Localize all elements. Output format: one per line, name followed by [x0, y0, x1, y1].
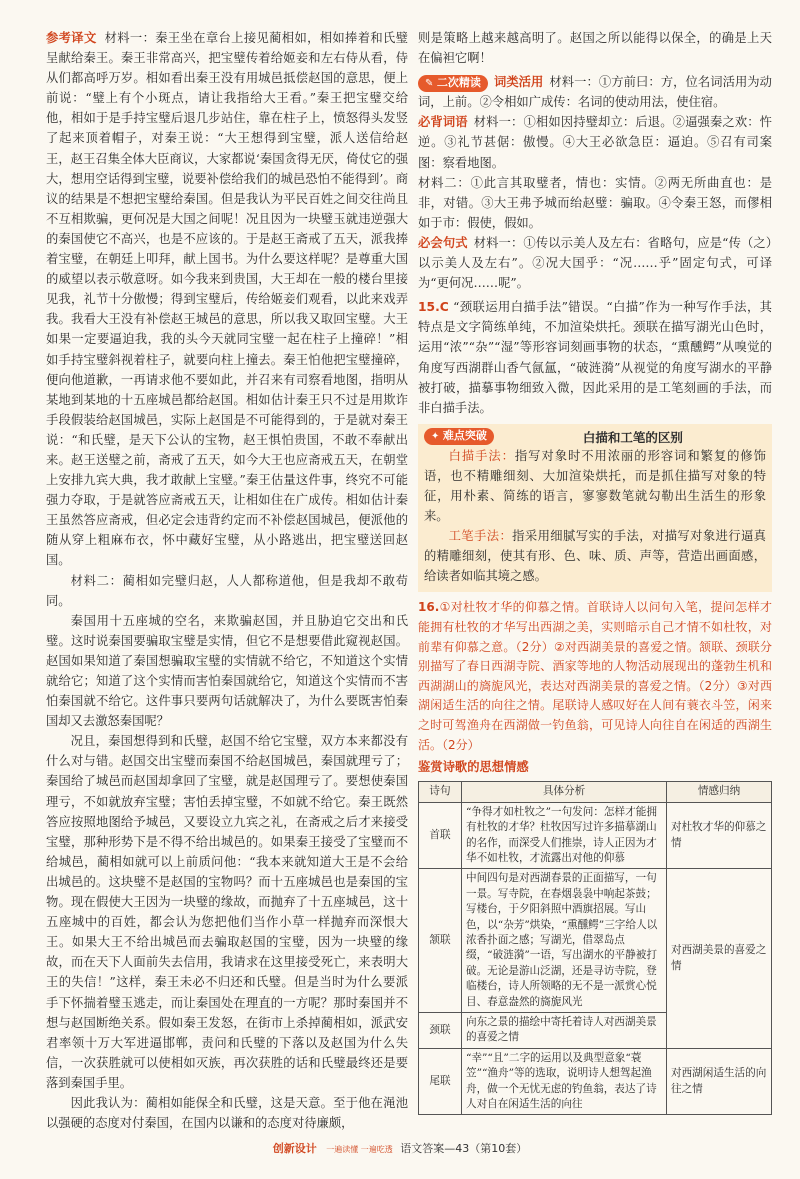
table-row — [419, 1048, 772, 1115]
emotion-analysis-section — [418, 757, 772, 777]
translation-continued: 则是策略上越来越高明了。赵国之所以能得以保全，的确是上天在偏袒它啊！ — [418, 31, 772, 66]
translation-para-1: 参考译文 材料一：秦王坐在章台上接见蔺相如，相如捧着和氏璧呈献给秦王。秦王非常高兴，把宝璧传着给姬妾和左右侍从看，侍从们都高呼万岁。相如看出秦王没有用城邑抵偿赵国的意思，便上前说：“璧上有个小斑点，请让我指给大王看。”秦王把宝璧交给他，相如于是手持宝璧后退几步站住，靠在柱子上，愤怒得头发竖了起来顶着帽子，对秦王说：“大王想得到宝璧，派人送信给赵王，赵王召集全体大臣商议，大家都说‘秦国贪得无厌，倚仗它的强大，想用空话得到宝璧，说要补偿给我们的城邑恐怕不能得到’。商议的结果是不想把宝璧给秦国。但是我认为平民百姓之间交往尚且不互相欺骗，更何况是大国之间呢！况且因为一块璧玉就违逆强大的秦国使它不高兴，也是不应该的。于是赵王斋戒了五天，派我捧着宝璧，在朝廷上叩拜，献上国书。为什么要这样呢？是尊重大国的威望以表示敬意呀。如今我来到贵国，大王却在一般的楼台里接见我，礼节十分傲慢；得到宝璧后，传给姬妾们观看，以此来戏弄我。我看大王没有补偿赵王城邑的意思，所以我又取回宝璧。大王如果一定要逼迫我，我的头今天就同宝璧一起在柱子上撞碎！”相如手持宝璧斜视着柱子，就要向柱上撞去。秦王怕他把宝璧撞碎，便向他道歉，一再请求他不要如此，并召来有司察看地图，指明从某地到某地的十五座城邑都给赵国。相如估计秦王只不过是用欺诈手段假装给赵国城邑，实际上赵国是不可能得到的，于是就对秦王说：“和氏璧，是天下公认的宝物，赵王惧怕贵国，不敢不奉献出来。赵王送璧之前，斋戒了五天，如今大王也应斋戒五天，在朝堂上安排九宾大典，我才敢献上宝璧。”秦王估量这件事，终究不可能强力夺取，于是就答应斋戒五天，让相如住在广成传。相如估计秦王虽然答应斋戒，但必定会违背约定而不补偿赵国城邑，便派他的随从穿上粗麻布衣，怀中藏好宝璧，从小路逃出，把宝璧送回赵国。 — [46, 31, 408, 568]
table-header-line: 诗句 — [419, 782, 462, 802]
poem-analysis-table — [418, 781, 772, 1115]
publisher-slogan: 一遍读懂 一遍吃透 — [326, 1145, 393, 1154]
sentence-pattern-heading: 必会句式 — [418, 235, 468, 250]
table-cell-emotion: 对杜牧才华的仰慕之情 — [667, 802, 772, 869]
table-header-emotion: 情感归纳 — [667, 782, 772, 802]
table-cell-analysis: 中间四句是对西湖春景的正面描写，一句一景。写寺院，在春烟袅袅中响起茶鼓；写楼台，于夕阳斜照中酒旗招展。写山色，以“杂芳”烘染，“熏醺鳄”三字给人以浓香扑面之感；写湖光，借翠岛点缀，“破涟漪”一语，写出湖水的平静被打破。无论是游山泛湖，还是寻访寺院，登临楼台，诗人所领略的无不是一派赏心悦目、春意盎然的旖旎风光 — [462, 869, 667, 1013]
translation-tag: 参考译文 — [46, 31, 97, 45]
module-badge-difficulty: ✦ 难点突破 — [424, 428, 494, 445]
question-15-number: 15.C — [418, 300, 449, 315]
table-header-analysis: 具体分析 — [462, 782, 667, 802]
table-row — [419, 802, 772, 869]
must-recite-section: 必背词语 材料一：①相如因持璧却立：后退。②逼强秦之欢：忤逆。③礼节甚倨：傲慢。④大王必欲急臣：逼迫。⑤召有司案图：察看地图。 — [418, 115, 772, 170]
right-column — [418, 28, 772, 1115]
line-drawing-definition: 白描手法：指写对象时不用浓丽的形容词和繁复的修饰语，也不精雕细刻、大加渲染烘托，而是抓住描写对象的特征，用朴素、简练的语言，寥寥数笔就勾勒出生活生的形象来。 — [424, 448, 766, 524]
table-cell-line: 首联 — [419, 802, 462, 869]
translation-para-5: 因此我认为：蔺相如能保全和氏璧，这是天意。至于他在渑池以强硬的态度对付秦国，在国内以谦和的态度对待廉颇， — [46, 1095, 408, 1131]
table-cell-emotion: 对西湖闲适生活的向往之情 — [667, 1048, 772, 1115]
table-cell-line: 尾联 — [419, 1048, 462, 1115]
left-column — [46, 28, 408, 1133]
sentence-pattern-section: 必会句式 材料一：①传以示美人及左右：省略句，应是“传（之）以示美人及左右”。②况大国乎：“况……乎”固定句式，可译为“更何况……呢”。 — [418, 235, 772, 291]
question-15-answer: 15.C “颈联运用白描手法”错误。“白描”作为一种写作手法，其特点是文字简练单纯，不加渲染烘托。颈联在描写湖光山色时，运用“浓”“杂”“湿”等形容词刻画事物的状态，“熏醺鳄”从嗅觉的角度写西湖群山香气氤氲，“破涟漪”从视觉的角度写湖水的平静被打破，描摹事物细致入微，因此采用的是工笔刻画的手法，而非白描手法。 — [418, 300, 772, 415]
table-cell-analysis: 向东之景的描绘中寄托着诗人对西湖美景的喜爱之情 — [462, 1012, 667, 1048]
difficulty-title: 白描和工笔的区别 — [582, 429, 683, 445]
table-row — [419, 869, 772, 1013]
word-usage-heading: 词类活用 — [493, 75, 544, 90]
book-icon: ✎ — [425, 78, 437, 90]
table-cell-analysis: “幸”“且”二字的运用以及典型意象“蓑笠”“渔舟”等的选取，说明诗人想驾起渔舟，做一个无忧无虑的钓鱼翁，表达了诗人对自在闲适生活的向往 — [462, 1048, 667, 1115]
publisher-logo: 创新设计 — [272, 1142, 317, 1155]
translation-para-4: 况且，秦国想得到和氏璧，赵国不给它宝璧，双方本来都没有什么对与错。赵国交出宝璧而秦国不给赵国城邑，秦国就理亏了；秦国给了城邑而赵国却拿回了宝璧，就是赵国理亏了。要想使秦国理亏，不如就放弃宝璧；害怕丢掉宝璧，不如就不给它。秦王既然答应按照地图给予城邑，又要设立九宾之礼，在斋戒之后才来接受宝璧，那种形势下是不得不给出城邑的。如果秦王接受了宝璧而不给城邑，蔺相如就可以上前质问他：“我本来就知道大王是不会给出城邑的。这块璧不是赵国的宝物吗？而十五座城邑也是秦国的宝物。现在假使大王因为一块璧的缘故，而抛弃了十五座城邑，这十五座城中的百姓，都会认为您把他们当作小草一样抛弃而深恨大王。如果大王不给出城邑而去骗取赵国的宝璧，因为一块璧的缘故，而在天下人面前失去信用，我请求在这里接受死亡，来表明大王的失信！”这样，秦王未必不归还和氏璧。但是当时为什么要派手下怀揣着璧玉逃走，而让秦国处在理直的一方呢？那时秦国并不想与赵国断绝关系。假如秦王发怒，在街市上杀掉蔺相如，派武安君率领十万大军进逼邯郸，责问和氏璧的下落以及赵国为什么失信，一次获胜就可以使相如灭族，再次获胜的话和氏璧最终还是要落到秦国手里。 — [46, 734, 408, 1090]
word-usage-section: ✎ 二次精读 词类活用 材料一：①方前曰：方，位名词活用为动词，上前。②令相如广成传：名词的使动用法，使住宿。 — [418, 75, 772, 110]
lightbulb-icon: ✦ — [431, 431, 443, 443]
page-footer — [0, 1140, 800, 1156]
difficulty-box — [418, 424, 772, 593]
translation-para-3: 秦国用十五座城的空名，来欺骗赵国，并且胁迫它交出和氏璧。这时说秦国要骗取宝璧是实情，但它不是想要借此窥视赵国。赵国如果知道了秦国想骗取宝璧的实情就不给它，不知道这个实情就给它；知道了这个实情而害怕秦国就给它，知道这个实情而不害怕秦国就不给它。这件事只要两句话就解决了，为什么要既害怕秦国却又去激怒秦国呢？ — [46, 613, 408, 729]
table-cell-line: 颔联 — [419, 869, 462, 1013]
question-16-number: 16. — [418, 600, 440, 615]
must-recite-heading: 必背词语 — [418, 115, 468, 130]
emotion-analysis-heading: 鉴赏诗歌的思想情感 — [418, 760, 529, 775]
module-badge-reread: ✎ 二次精读 — [418, 75, 488, 92]
table-cell-emotion: 对西湖美景的喜爱之情 — [667, 869, 772, 1048]
page-number: 语文答案—43（第10套） — [400, 1142, 528, 1155]
table-cell-analysis: “争得才如杜牧之”一句发问：怎样才能拥有杜牧的才华？杜牧因写过许多描摹湖山的名作，而深受人们推崇，诗人正因为才华不如杜牧，才流露出对他的仰慕 — [462, 802, 667, 869]
translation-para-2: 材料二：蔺相如完璧归赵，人人都称道他，但是我却不敢苟同。 — [46, 573, 408, 608]
must-recite-section-2: 材料二：①此言其取璧者，情也：实情。②两无所曲直也：是非，对错。③大王弗予城而绐赵璧：骗取。④令秦王怒，而僇相如于市：假使，假如。 — [418, 175, 772, 230]
table-header-row — [419, 782, 772, 802]
question-16-answer: 16.①对杜牧才华的仰慕之情。首联诗人以问句入笔，提问怎样才能拥有杜牧的才华写出西湖之美，实则暗示自己才情不如杜牧，对前辈有仰慕之意。（2分）②对西湖美景的喜爱之情。颔联、颈联分别描写了春日西湖寺院、酒家等地的人物活动展现出的蓬勃生机和西湖湖山的旖旎风光，表达对西湖美景的喜爱之情。（2分）③对西湖闲适生活的向往之情。尾联诗人感叹好在人间有蓑衣斗笠，闲来之时可驾渔舟在西湖做一钓鱼翁，可见诗人向往自在闲适的西湖生活。（2分） — [418, 600, 772, 752]
fine-brush-definition: 工笔手法：指采用细腻写实的手法，对描写对象进行逼真的精雕细刻，使其有形、色、味、质、声等，营造出画面感，给读者如临其境之感。 — [424, 529, 766, 584]
table-cell-line: 颈联 — [419, 1012, 462, 1048]
